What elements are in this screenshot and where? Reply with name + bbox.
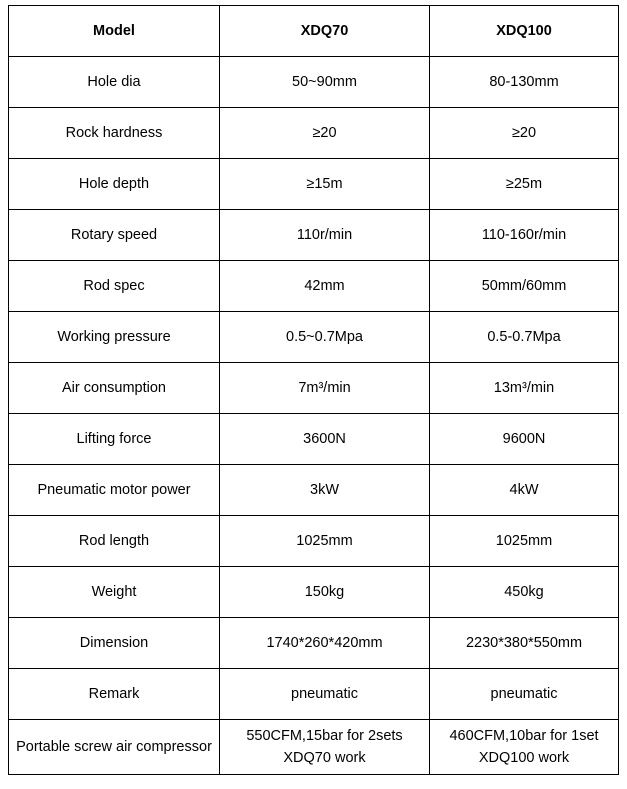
row-value-xdq70: 7m³/min [220, 363, 430, 414]
row-label: Portable screw air compressor [9, 720, 220, 775]
table-row [9, 108, 619, 159]
table-row [9, 516, 619, 567]
row-label: Rock hardness [9, 108, 220, 159]
row-label: Rotary speed [9, 210, 220, 261]
row-value-xdq70: 0.5~0.7Mpa [220, 312, 430, 363]
row-value-xdq70: ≥20 [220, 108, 430, 159]
row-value-xdq100: 80-130mm [430, 57, 619, 108]
row-value-xdq70: 3kW [220, 465, 430, 516]
row-label: Rod spec [9, 261, 220, 312]
header-model-xdq70: XDQ70 [220, 6, 430, 57]
row-value-xdq100: pneumatic [430, 669, 619, 720]
row-value-xdq70: pneumatic [220, 669, 430, 720]
row-value-xdq100: 1025mm [430, 516, 619, 567]
row-value-xdq100: 50mm/60mm [430, 261, 619, 312]
row-label: Hole dia [9, 57, 220, 108]
table-row [9, 465, 619, 516]
row-value-xdq100: 4kW [430, 465, 619, 516]
row-label: Air consumption [9, 363, 220, 414]
row-value-xdq70: 110r/min [220, 210, 430, 261]
row-label: Pneumatic motor power [9, 465, 220, 516]
table-row [9, 363, 619, 414]
row-value-xdq70: 3600N [220, 414, 430, 465]
row-value-xdq70: 550CFM,15bar for 2sets XDQ70 work [220, 720, 430, 775]
row-value-xdq70: 50~90mm [220, 57, 430, 108]
row-label: Rod length [9, 516, 220, 567]
header-model-label: Model [9, 6, 220, 57]
row-value-xdq100: 9600N [430, 414, 619, 465]
row-value-xdq70: 1740*260*420mm [220, 618, 430, 669]
row-value-xdq100: 460CFM,10bar for 1set XDQ100 work [430, 720, 619, 775]
table-row [9, 312, 619, 363]
table-row [9, 261, 619, 312]
row-value-xdq100: ≥25m [430, 159, 619, 210]
row-value-xdq70: ≥15m [220, 159, 430, 210]
spec-table [8, 5, 619, 775]
row-label: Dimension [9, 618, 220, 669]
table-row [9, 720, 619, 775]
table-row [9, 567, 619, 618]
row-value-xdq100: 13m³/min [430, 363, 619, 414]
table-row [9, 618, 619, 669]
row-label: Remark [9, 669, 220, 720]
table-row [9, 159, 619, 210]
header-model-xdq100: XDQ100 [430, 6, 619, 57]
row-label: Lifting force [9, 414, 220, 465]
row-value-xdq70: 1025mm [220, 516, 430, 567]
row-label: Working pressure [9, 312, 220, 363]
row-value-xdq100: ≥20 [430, 108, 619, 159]
table-row [9, 414, 619, 465]
row-value-xdq70: 150kg [220, 567, 430, 618]
header-row [9, 6, 619, 57]
table-row [9, 57, 619, 108]
row-label: Hole depth [9, 159, 220, 210]
row-value-xdq100: 450kg [430, 567, 619, 618]
row-value-xdq100: 0.5-0.7Mpa [430, 312, 619, 363]
row-value-xdq100: 110-160r/min [430, 210, 619, 261]
row-value-xdq70: 42mm [220, 261, 430, 312]
row-value-xdq100: 2230*380*550mm [430, 618, 619, 669]
row-label: Weight [9, 567, 220, 618]
table-row [9, 210, 619, 261]
table-row [9, 669, 619, 720]
